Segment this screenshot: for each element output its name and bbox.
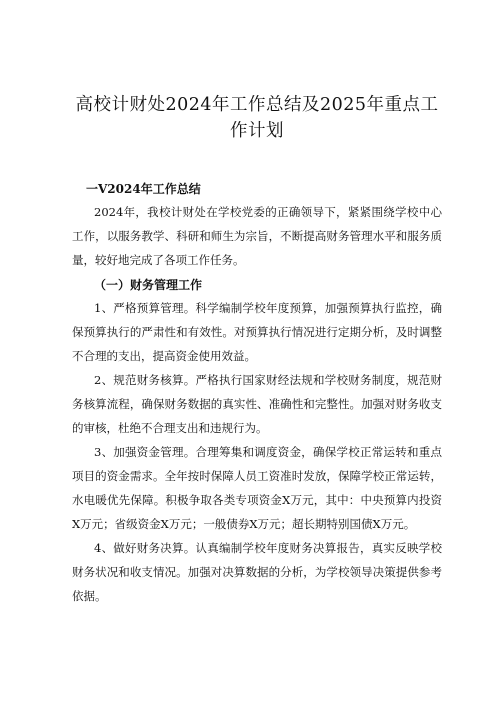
document-title-line2: 作计划 [230,121,284,141]
item-paragraph-budget: 1、严格预算管理。科学编制学校年度预算，加强预算执行监控，确保预算执行的严肃性和有效性。对预算执行情况进行定期分析，及时调整不合理的支出，提高资金使用效益。 [72,301,442,363]
intro-paragraph: 2024年，我校计财处在学校党委的正确领导下，紧紧围绕学校中心工作，以服务教学、科研和师生为宗旨，不断提高财务管理水平和服务质量，较好地完成了各项工作任务。 [72,205,442,267]
item-paragraph-final-accounts: 4、做好财务决算。认真编制学校年度财务决算报告，真实反映学校财务状况和收支情况。加强对决算数据的分析，为学校领导决策提供参考依据。 [72,541,442,603]
document-title [72,92,442,144]
subsection-heading-financial-management: （一）财务管理工作 [94,278,203,292]
section-heading-2024-summary: 一V2024年工作总结 [86,182,201,196]
document-title-line1: 高校计财处2024年工作总结及2025年重点工 [75,95,439,115]
item-paragraph-accounting: 2、规范财务核算。严格执行国家财经法规和学校财务制度，规范财务核算流程，确保财务数据的真实性、准确性和完整性。加强对财务收支的审核，杜绝不合理支出和违规行为。 [72,373,442,435]
item-paragraph-funds: 3、加强资金管理。合理筹集和调度资金，确保学校正常运转和重点项目的资金需求。全年按时保障人员工资准时发放，保障学校正常运转，水电暖优先保障。积极争取各类专项资金X万元，其中：中央预算内投资X万元；省级资金X万元；一般债券X万元；超长期特别国债X万元。 [72,445,442,531]
